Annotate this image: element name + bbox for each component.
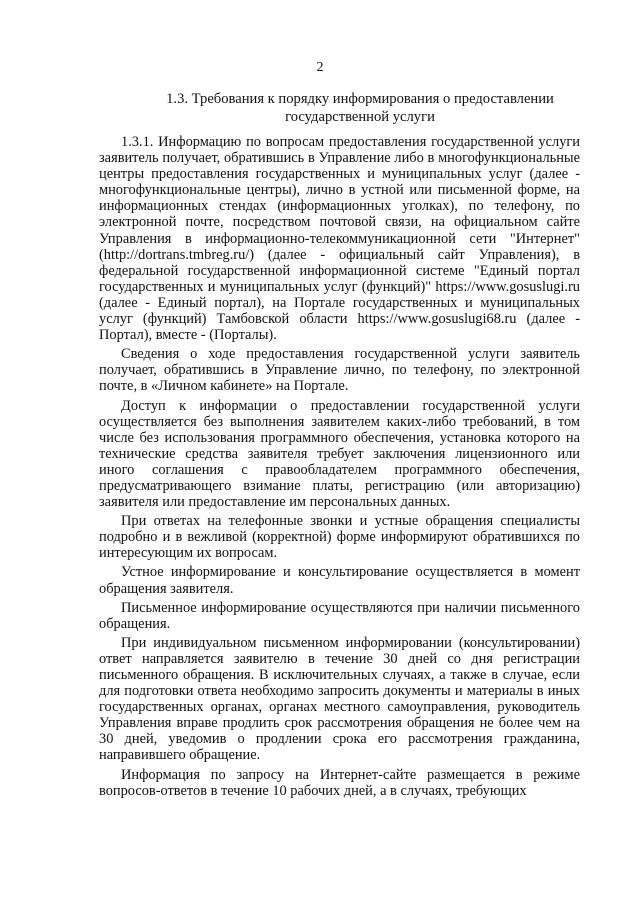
- paragraph: Письменное информирование осуществляются при наличии письменного обращения.: [99, 599, 580, 632]
- page-number: 2: [316, 60, 324, 75]
- paragraph: Сведения о ходе предоставления государственной услуги заявитель получает, обратившись в Управление лично, по телефону, по электронной почте, в «Личном кабинете» на Портале.: [99, 346, 580, 395]
- paragraph: 1.3.1. Информацию по вопросам предоставления государственной услуги заявитель получает, обратившись в Управление либо в многофункциональные центры предоставления государственных и муниципальных услуг (далее - многофункциональные центры), лично в устной или письменной форме, на информационных стендах (информационных уголках), по телефону, по электронной почте, посредством почтовой связи, на официальном сайте Управления в информационно-телекоммуникационной сети "Интернет" (http://dortrans.tmbreg.ru/) (далее - официальный сайт Управления), в федеральной государственной информационной системе "Единый портал государственных и муниципальных услуг (функций)" https://www.gosuslugi.ru (далее - Единый портал), на Портале государственных и муниципальных услуг (функций) Тамбовской области https://www.gosuslugi68.ru (далее - Портал), вместе - (Порталы).: [99, 134, 580, 344]
- paragraph: Доступ к информации о предоставлении государственной услуги осуществляется без выполнения заявителем каких-либо требований, в том числе без использования программного обеспечения, установка которого на технические средства заявителя требует заключения лицензионного или иного соглашения с правообладателем программного обеспечения, предусматривающего взимание платы, регистрацию (или авторизацию) заявителя или предоставление им персональных данных.: [99, 397, 580, 511]
- section-heading: 1.3. Требования к порядку информирования о предоставлении государственной услуги: [166, 91, 554, 125]
- paragraph: Устное информирование и консультирование осуществляется в момент обращения заявителя.: [99, 564, 580, 597]
- paragraph: При ответах на телефонные звонки и устные обращения специалисты подробно и в вежливой (корректной) форме информируют обратившихся по интересующим их вопросам.: [99, 513, 580, 562]
- paragraph: При индивидуальном письменном информировании (консультировании) ответ направляется заявителю в течение 30 дней со дня регистрации письменного обращения. В исключительных случаях, а также в случае, если для подготовки ответа необходимо запросить документы и материалы в иных государственных органах, органах местного самоуправления, руководитель Управления вправе продлить срок рассмотрения обращения не более чем на 30 дней, уведомив о продлении срока его рассмотрения гражданина, направившего обращение.: [99, 634, 580, 764]
- document-body: [99, 134, 580, 802]
- paragraph: Информация по запросу на Интернет-сайте размещается в режиме вопросов-ответов в течение 10 рабочих дней, а в случаях, требующих: [99, 766, 580, 799]
